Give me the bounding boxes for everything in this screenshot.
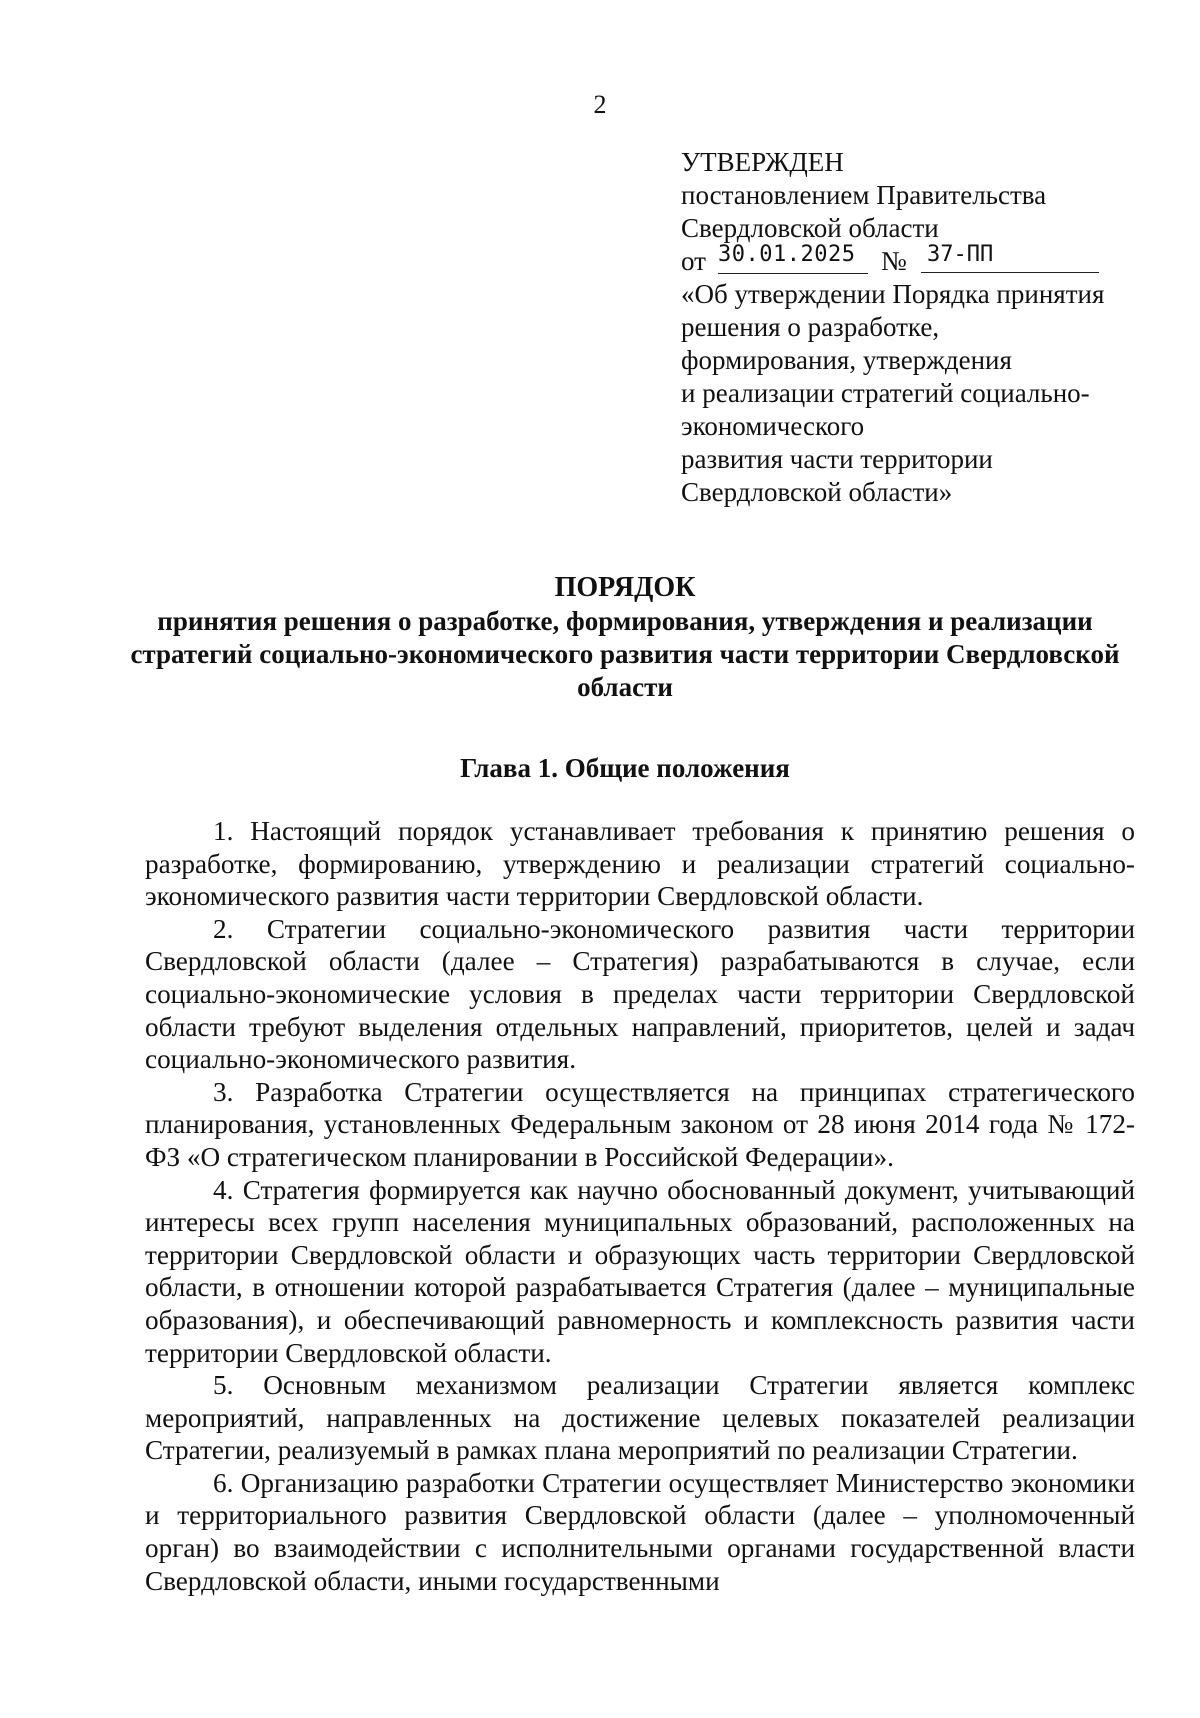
date-prefix: от xyxy=(681,246,706,276)
chapter-heading: Глава 1. Общие положения xyxy=(460,753,790,783)
approval-stamp xyxy=(681,146,1141,509)
document-title-block xyxy=(130,570,1120,704)
decree-number: 37-ПП xyxy=(921,239,1099,273)
decree-title-line: развития части территории xyxy=(681,444,993,474)
decree-title-line: Свердловской области» xyxy=(681,477,953,507)
page-number: 2 xyxy=(593,90,607,119)
approval-date-number-line xyxy=(681,242,1141,278)
decree-date: 30.01.2025 xyxy=(718,239,868,274)
decree-title-line: и реализации стратегий социально- xyxy=(681,378,1090,408)
paragraph-6: 6. Организацию разработки Стратегии осуществляет Министерство экономики и территориального развития Свердловской области (далее – уполномоченный орган) во взаимодействии с исполнительными органами государственной власти Свердловской области, иными государственными xyxy=(145,1467,1135,1596)
document-body xyxy=(145,815,1135,1597)
paragraph-5: 5. Основным механизмом реализации Стратегии является комплекс мероприятий, направленных на достижение целевых показателей реализации Стратегии, реализуемый в рамках плана мероприятий по реализации Стратегии. xyxy=(145,1370,1135,1466)
decree-title-line: формирования, утверждения xyxy=(681,345,1012,375)
paragraph-2: 2. Стратегии социально-экономического развития части территории Свердловской области (далее – Стратегия) разрабатываются в случае, если социально-экономические условия в пределах части территории Свердловской области требуют выделения отдельных направлений, приоритетов, целей и задач социально-экономического развития. xyxy=(145,913,1135,1075)
document-subtitle: принятия решения о разработке, формирования, утверждения и реализации стратегий социально-экономического развития части территории Свердловской области xyxy=(130,606,1120,702)
decree-title-line: «Об утверждении Порядка принятия xyxy=(681,279,1105,309)
document-title: ПОРЯДОК xyxy=(554,572,696,603)
decree-title-line: экономического xyxy=(681,411,865,441)
decree-title-line: решения о разработке, xyxy=(681,312,940,342)
paragraph-4: 4. Стратегия формируется как научно обоснованный документ, учитывающий интересы всех групп населения муниципальных образований, расположенных на территории Свердловской области и образующих часть территории Свердловской области, в отношении которой разрабатывается Стратегия (далее – муниципальные образования), и обеспечивающий равномерность и комплексность развития части территории Свердловской области. xyxy=(145,1174,1135,1368)
approval-heading: УТВЕРЖДЕН xyxy=(681,147,844,177)
approval-line-1: постановлением Правительства xyxy=(681,180,1047,210)
paragraph-3: 3. Разработка Стратегии осуществляется на принципах стратегического планирования, установленных Федеральным законом от 28 июня 2014 года № 172-ФЗ «О стратегическом планировании в Российской Федерации». xyxy=(145,1076,1135,1172)
number-prefix: № xyxy=(881,246,907,276)
approval-line-2: Свердловской области xyxy=(681,213,939,243)
paragraph-1: 1. Настоящий порядок устанавливает требования к принятию решения о разработке, формированию, утверждению и реализации стратегий социально-экономического развития части территории Свердловской области. xyxy=(145,816,1135,912)
